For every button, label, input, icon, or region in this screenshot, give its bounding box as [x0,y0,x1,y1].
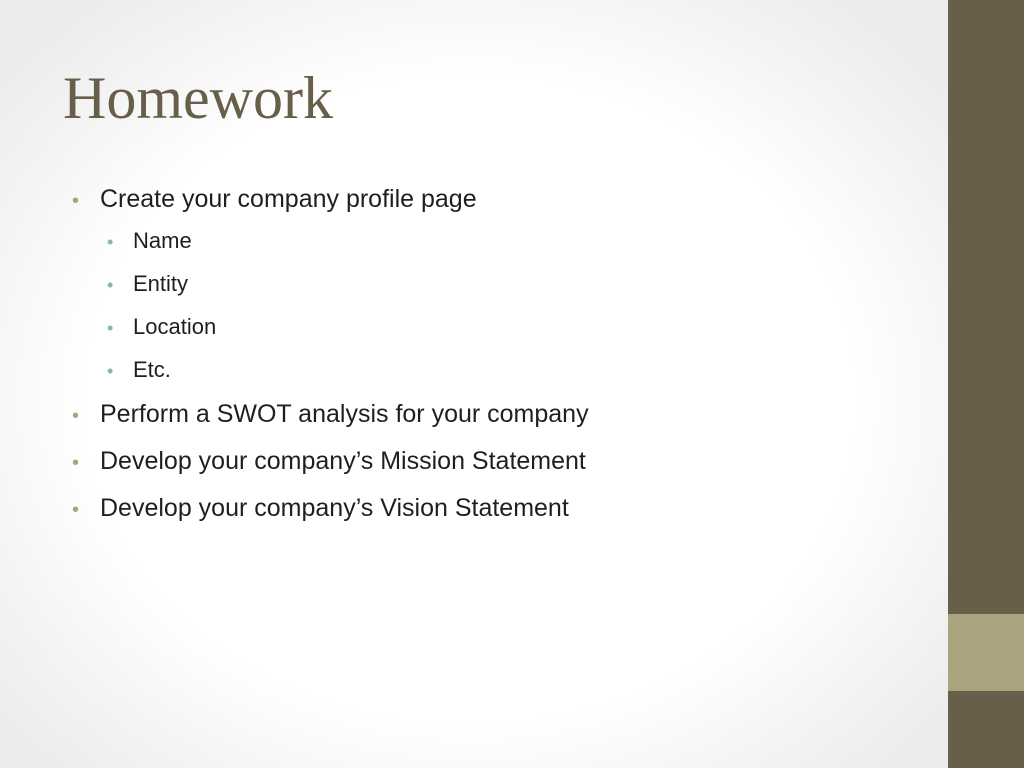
sub-list-item [72,226,932,257]
list-item-text: Develop your company’s Mission Statement [100,447,586,475]
sub-list-item-text: Etc. [133,357,171,382]
sub-bullet-icon: • [107,361,114,381]
bullet-icon: • [72,452,80,474]
sub-bullet-list [72,226,932,386]
list-item [72,492,932,527]
sub-list-item-text: Location [133,314,217,339]
sub-list-item [72,312,932,343]
list-item [72,445,932,480]
list-item-text: Create your company profile page [100,185,477,213]
sub-list-item-text: Name [133,228,192,253]
list-item [72,398,932,433]
list-item-text: Develop your company’s Vision Statement [100,494,569,522]
bullet-icon: • [72,499,80,521]
sub-list-item-text: Entity [133,271,189,296]
bullet-icon: • [72,405,80,427]
bullet-list [72,183,932,539]
sub-bullet-icon: • [107,275,114,295]
sub-bullet-icon: • [107,318,114,338]
bullet-icon: • [72,190,80,212]
list-item-text: Perform a SWOT analysis for your company [100,400,589,428]
slide-title: Homework [63,65,333,131]
list-item [72,183,932,218]
sub-bullet-icon: • [107,232,114,252]
side-accent-block [948,614,1024,691]
sub-list-item [72,355,932,386]
sub-list-item [72,269,932,300]
